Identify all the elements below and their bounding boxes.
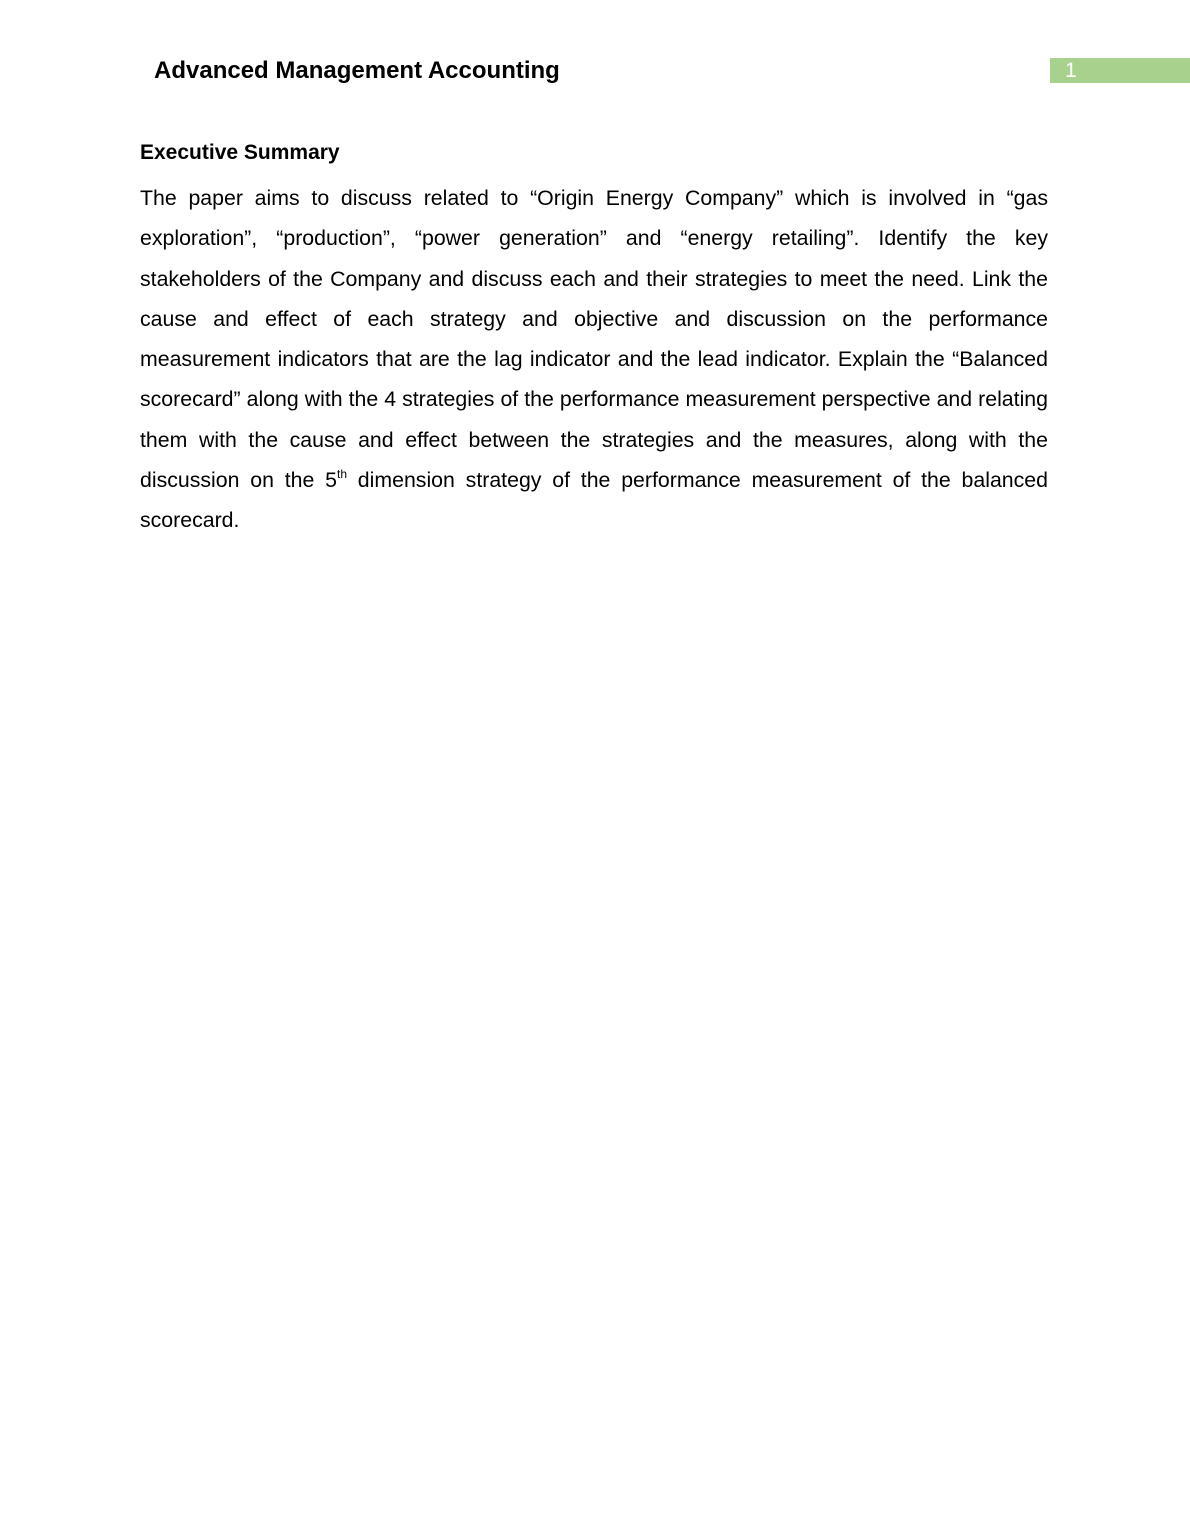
executive-summary-paragraph bbox=[140, 178, 1048, 541]
summary-text-part-2: dimension strategy of the performance measurement of the balanced scorecard. bbox=[140, 468, 1048, 533]
page-number: 1 bbox=[1065, 59, 1077, 82]
executive-summary-heading: Executive Summary bbox=[140, 141, 340, 164]
document-title: Advanced Management Accounting bbox=[154, 57, 560, 84]
page-number-badge bbox=[1050, 58, 1190, 83]
ordinal-superscript: th bbox=[336, 467, 347, 482]
summary-text-part-1: The paper aims to discuss related to “Origin Energy Company” which is involved in “gas exploration”, “production”, “power generation” and “energy retailing”. Identify the key stakeholders of the Company and discuss each and their strategies to meet the need. Link the cause and effect of each strategy and objective and discussion on the performance measurement indicators that are the lag indicator and the lead indicator. Explain the “Balanced scorecard” along with the 4 strategies of the performance measurement perspective and relating them with the cause and effect between the strategies and the measures, along with the discussion on the 5 bbox=[140, 186, 1048, 493]
